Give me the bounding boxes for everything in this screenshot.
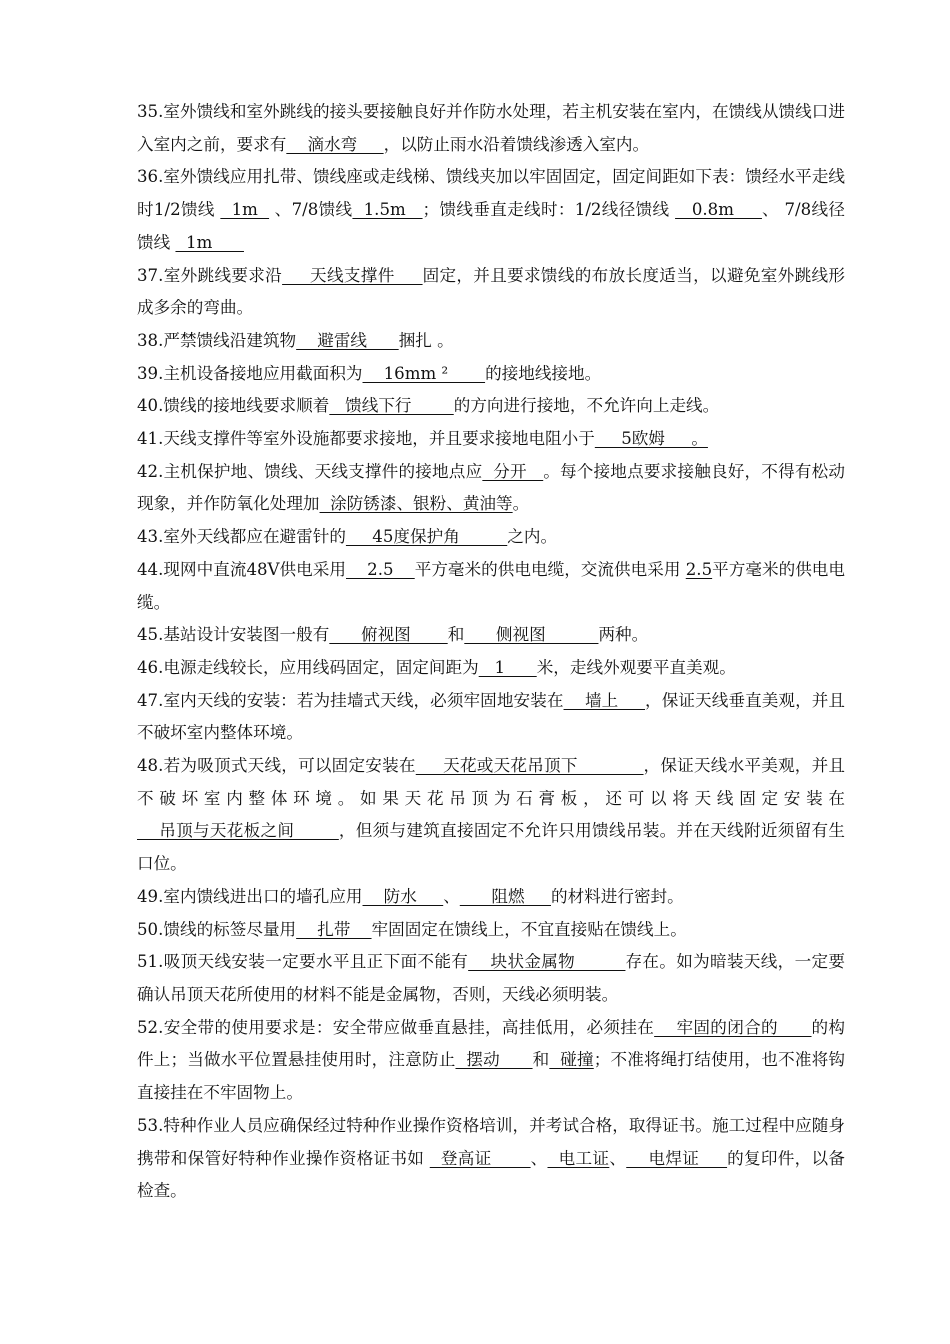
question-text: 和 bbox=[532, 1050, 550, 1070]
question-37 bbox=[137, 260, 845, 325]
answer-blank: 防水 bbox=[362, 886, 444, 906]
question-text: 之内。 bbox=[507, 527, 558, 547]
question-text: 米，走线外观要平直美观。 bbox=[536, 657, 736, 677]
question-49 bbox=[137, 881, 845, 914]
question-text: 存在。如为暗装天线，一定要确认吊顶天花所使用的材料不能是金属物，否则，天线必须明装。 bbox=[137, 952, 846, 1004]
question-list bbox=[137, 96, 845, 1208]
question-text: 的构件上；当做水平位置悬挂使用时，注意防止 bbox=[137, 1017, 846, 1070]
answer-blank: 碰撞 bbox=[549, 1050, 594, 1070]
answer-blank: 吊顶与天花板之间 bbox=[137, 821, 339, 841]
question-text: 46.电源走线较长，应用线码固定，固定间距为 bbox=[137, 657, 479, 677]
answer-blank: 天线支撑件 bbox=[282, 265, 423, 285]
question-39 bbox=[137, 358, 845, 391]
question-text: 44.现网中直流48V供电采用 bbox=[137, 559, 346, 579]
question-44 bbox=[137, 554, 845, 619]
question-text: 和 bbox=[447, 625, 465, 645]
answer-blank: 俯视图 bbox=[329, 625, 448, 645]
question-text: 37.室外跳线要求沿 bbox=[137, 265, 283, 285]
question-text: 49.室内馈线进出口的墙孔应用 bbox=[137, 886, 363, 906]
question-41 bbox=[137, 423, 845, 456]
question-43 bbox=[137, 521, 845, 554]
question-38 bbox=[137, 325, 845, 358]
question-text: 。每个接地点要求接触良好，不得有松动现象，并作防氧化处理加 bbox=[137, 461, 846, 514]
answer-blank: 登高证 bbox=[429, 1148, 531, 1168]
answer-blank: 45度保护角 bbox=[345, 527, 508, 547]
question-text: 36.室外馈线应用扎带、馈线座或走线梯、馈线夹加以牢固固定，固定间距如下表：馈经水平走线时1/2馈线 bbox=[137, 167, 845, 220]
answer-blank: 涂防锈漆、银粉、黄油等 bbox=[319, 494, 513, 514]
answer-blank: 1m bbox=[175, 232, 244, 252]
question-45 bbox=[137, 619, 845, 652]
answer-blank: 天花或天花吊顶下 bbox=[415, 756, 644, 776]
question-53 bbox=[137, 1110, 845, 1208]
answer-blank: 16mm ² bbox=[362, 363, 486, 383]
question-text: 固定，并且要求馈线的布放长度适当，以避免室外跳线形成多余的弯曲。 bbox=[137, 265, 846, 318]
question-text: 50.馈线的标签尽量用 bbox=[137, 919, 297, 939]
question-text: ，但须与建筑直接固定不允许只用馈线吊装。并在天线附近须留有生口位。 bbox=[137, 821, 846, 874]
question-text: 、 bbox=[530, 1148, 548, 1168]
answer-blank: 侧视图 bbox=[464, 625, 599, 645]
question-text: 41.天线支撑件等室外设施都要求接地，并且要求接地电阻小于 bbox=[137, 429, 595, 449]
question-text: 、 bbox=[609, 1148, 627, 1168]
question-text: 平方毫米的供电电缆。 bbox=[137, 559, 846, 612]
question-50 bbox=[137, 914, 845, 947]
question-text: 51.吸顶天线安装一定要水平且正下面不能有 bbox=[137, 952, 469, 972]
answer-blank: 0.8m bbox=[675, 200, 762, 220]
question-text: 、 7/8线径馈线 bbox=[137, 200, 845, 252]
answer-blank: 避雷线 bbox=[296, 330, 399, 350]
question-40 bbox=[137, 390, 845, 423]
question-text: 的接地线接地。 bbox=[485, 363, 602, 383]
question-text: 、 bbox=[443, 886, 460, 906]
answer-blank: 阻燃 bbox=[459, 886, 551, 906]
answer-blank: 滴水弯 bbox=[286, 134, 384, 154]
question-47 bbox=[137, 685, 845, 750]
question-text: 39.主机设备接地应用截面积为 bbox=[137, 363, 363, 383]
answer-blank: 分开 bbox=[482, 461, 544, 481]
question-text: 平方毫米的供电电缆，交流供电采用 bbox=[414, 559, 686, 579]
question-text: 40.馈线的接地线要求顺着 bbox=[137, 396, 330, 416]
answer-blank: 摆动 bbox=[455, 1050, 533, 1070]
answer-blank: 块状金属物 bbox=[468, 952, 626, 972]
question-51 bbox=[137, 946, 845, 1011]
answer-blank: 1 bbox=[478, 657, 537, 677]
question-text: 48.若为吸顶式天线，可以固定安装在 bbox=[137, 756, 416, 776]
question-36 bbox=[137, 161, 845, 259]
question-text: 的复印件，以备检查。 bbox=[137, 1148, 846, 1201]
answer-blank: 5欧姆 。 bbox=[594, 429, 708, 449]
question-text: 47.室内天线的安装：若为挂墙式天线，必须牢固地安装在 bbox=[137, 690, 564, 710]
question-text: 两种。 bbox=[598, 625, 649, 645]
question-text: 42.主机保护地、馈线、天线支撑件的接地点应 bbox=[137, 461, 483, 481]
answer-blank: 电工证 bbox=[547, 1148, 610, 1168]
question-text: 捆扎 。 bbox=[398, 330, 454, 350]
question-text: 43.室外天线都应在避雷针的 bbox=[137, 527, 346, 547]
answer-blank: 1m bbox=[220, 200, 270, 220]
answer-blank: 电焊证 bbox=[626, 1148, 728, 1168]
question-35 bbox=[137, 96, 845, 161]
question-text: 牢固固定在馈线上，不宜直接贴在馈线上。 bbox=[371, 919, 687, 939]
question-text: 52.安全带的使用要求是：安全带应做垂直悬挂，高挂低用，必须挂在 bbox=[137, 1017, 655, 1037]
question-42 bbox=[137, 456, 845, 521]
answer-blank: 2.5 bbox=[346, 559, 415, 579]
question-text: 的材料进行密封。 bbox=[551, 886, 684, 906]
answer-blank: 牢固的闭合的 bbox=[654, 1017, 812, 1037]
answer-blank: 扎带 bbox=[296, 919, 372, 939]
question-text: 45.基站设计安装图一般有 bbox=[137, 625, 330, 645]
question-46 bbox=[137, 652, 845, 685]
question-text: 。 bbox=[512, 494, 530, 514]
question-text: ；不准将绳打结使用，也不准将钩直接挂在不牢固物上。 bbox=[137, 1050, 846, 1103]
question-text: 53.特种作业人员应确保经过特种作业操作资格培训，并考试合格，取得证书。施工过程中应随身携带和保管好特种作业操作资格证书如 bbox=[137, 1115, 845, 1168]
question-48 bbox=[137, 750, 845, 881]
question-text: ，保证天线垂直美观，并且不破坏室内整体环境。 bbox=[137, 690, 846, 743]
question-text: ，保证天线水平美观，并且不破坏室内整体环境。如果天花吊顶为石膏板，还可以将天线固定安装在 bbox=[137, 756, 846, 808]
answer-blank: 1.5m bbox=[352, 200, 423, 220]
question-text: ，以防止雨水沿着馈线渗透入室内。 bbox=[383, 134, 650, 154]
question-52 bbox=[137, 1012, 845, 1110]
question-text: 的方向进行接地，不允许向上走线。 bbox=[453, 396, 720, 416]
question-text: 、7/8馈线 bbox=[269, 200, 353, 220]
question-text: 38.严禁馈线沿建筑物 bbox=[137, 330, 297, 350]
answer-blank: 馈线下行 bbox=[329, 396, 454, 416]
question-text: ；馈线垂直走线时：1/2线径馈线 bbox=[422, 200, 676, 220]
answer-blank: 墙上 bbox=[563, 690, 646, 710]
answer-blank: 2.5 bbox=[685, 559, 713, 579]
question-text: 35.室外馈线和室外跳线的接头要接触良好并作防水处理，若主机安装在室内，在馈线从馈线口进入室内之前，要求有 bbox=[137, 102, 845, 154]
